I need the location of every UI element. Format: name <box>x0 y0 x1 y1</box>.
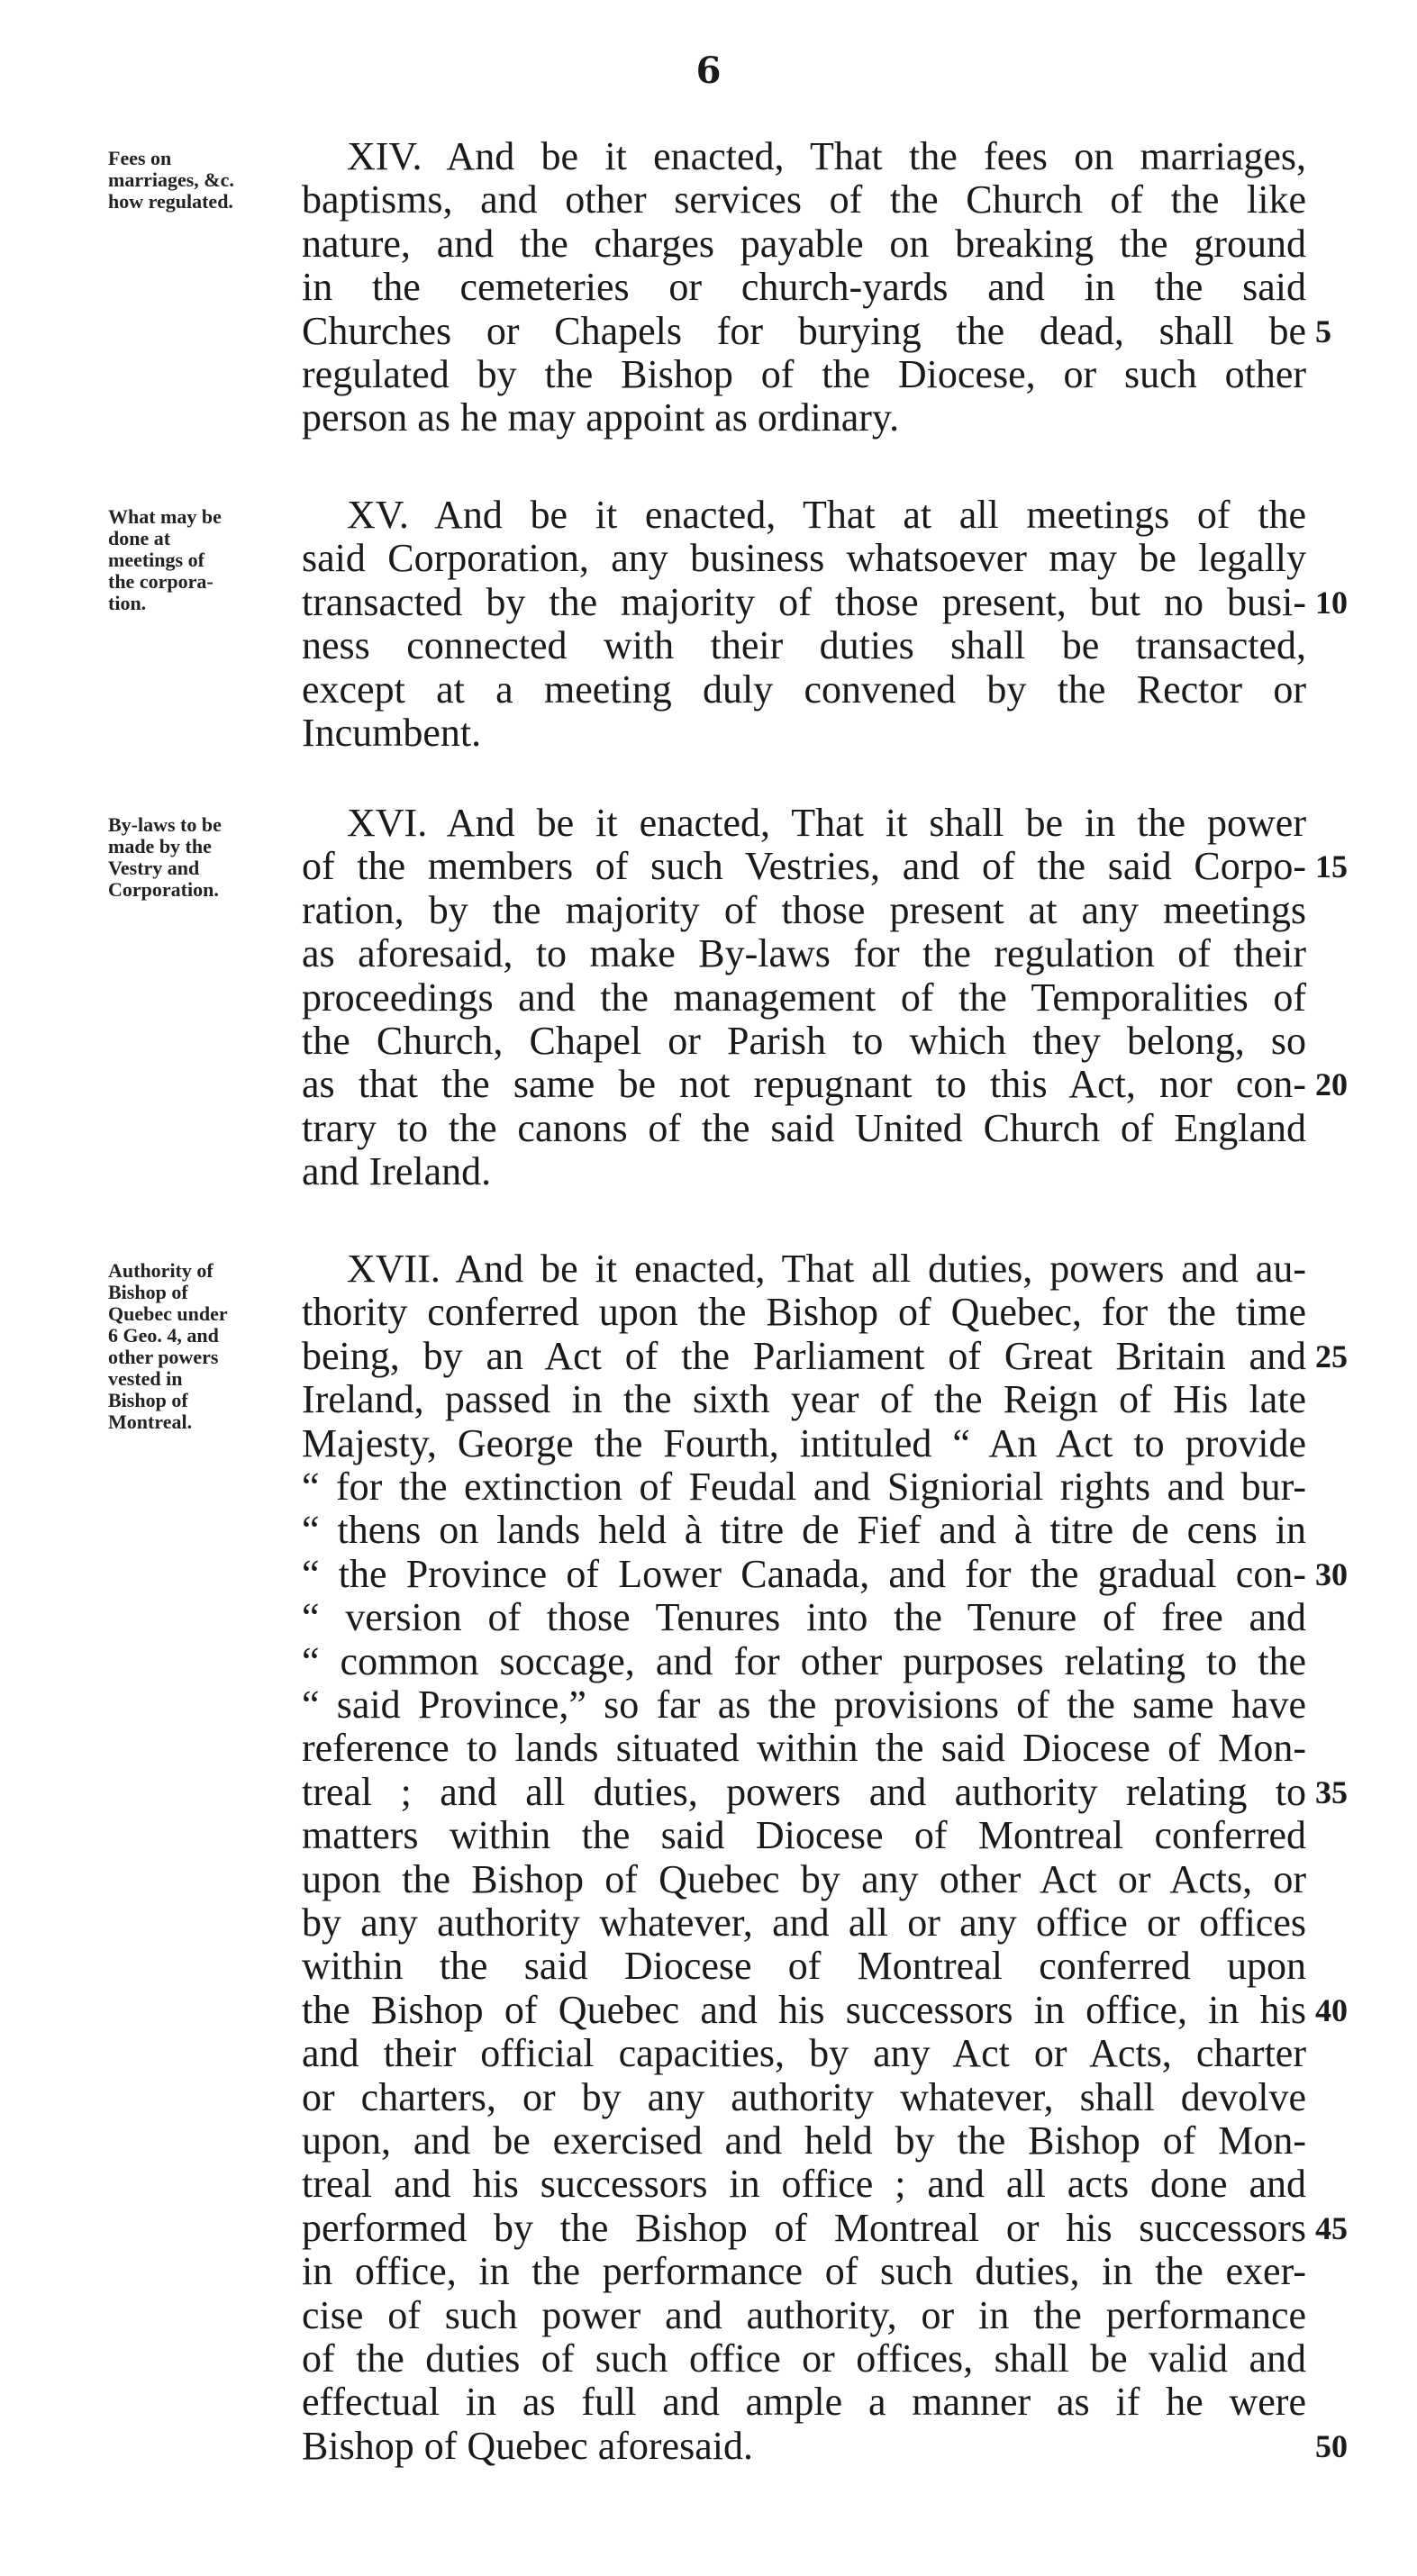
text-line: transacted by the majority of those present, but no busi- <box>302 579 1306 624</box>
text-line: upon, and be exercised and held by the Bishop of Mon- <box>302 2118 1306 2163</box>
line-number: 25 <box>1315 1338 1348 1374</box>
text-line: trary to the canons of the said United Church of England <box>302 1105 1306 1150</box>
section-heading-line: XV. And be it enacted, That at all meetings of the <box>347 493 1306 537</box>
text-line: except at a meeting duly convened by the Rector or <box>302 667 1306 712</box>
text-line: within the said Diocese of Montreal conferred upon <box>302 1944 1306 1989</box>
margin-note: What may be done at meetings of the corpora- tion. <box>108 505 222 614</box>
text-line: in the cemeteries or church-yards and in the said <box>302 265 1306 310</box>
page-number: 6 <box>695 50 722 92</box>
line-number: 35 <box>1315 1773 1348 1810</box>
text-line: person as he may appoint as ordinary. <box>302 395 900 440</box>
line-number: 10 <box>1315 584 1348 621</box>
text-line: regulated by the Bishop of the Diocese, or such other <box>302 352 1306 396</box>
text-line: the Bishop of Quebec and his successors in office, in his <box>302 1987 1306 2032</box>
text-line: ness connected with their duties shall be transacted, <box>302 623 1306 668</box>
text-line: and their official capacities, by any Act or Acts, charter <box>302 2031 1306 2076</box>
text-line: treal and his successors in office ; and all acts done and <box>302 2162 1306 2207</box>
margin-note: By-laws to be made by the Vestry and Corporation. <box>108 813 222 901</box>
text-line: reference to lands situated within the said Diocese of Mon- <box>302 1726 1306 1771</box>
text-line: as aforesaid, to make By-laws for the regulation of their <box>302 931 1306 976</box>
text-line: ration, by the majority of those present at any meetings <box>302 887 1306 932</box>
text-line: “ for the extinction of Feudal and Signiorial rights and bur- <box>302 1465 1306 1509</box>
text-line: Ireland, passed in the sixth year of the Reign of His late <box>302 1377 1306 1422</box>
text-line: nature, and the charges payable on breaking the ground <box>302 221 1306 266</box>
text-line: being, by an Act of the Parliament of Great Britain and <box>302 1333 1306 1378</box>
section-heading-line: XVI. And be it enacted, That it shall be in the power <box>347 801 1306 845</box>
text-line: of the duties of such office or offices, shall be valid and <box>302 2336 1306 2381</box>
line-number: 20 <box>1315 1066 1348 1103</box>
text-line: treal ; and all duties, powers and authority relating to <box>302 1769 1306 1814</box>
text-line: proceedings and the management of the Temporalities of <box>302 975 1306 1020</box>
text-line: Incumbent. <box>302 711 482 755</box>
text-line: baptisms, and other services of the Church of the like <box>302 177 1306 222</box>
text-line: or charters, or by any authority whatever, shall devolve <box>302 2074 1306 2119</box>
text-line: “ the Province of Lower Canada, and for the gradual con- <box>302 1551 1306 1596</box>
text-line: “ thens on lands held à titre de Fief and à titre de cens in <box>302 1508 1306 1553</box>
text-line: of the members of such Vestries, and of the said Corpo- <box>302 844 1306 889</box>
text-line: Churches or Chapels for burying the dead, shall be <box>302 308 1306 353</box>
text-line: said Corporation, any business whatsoever may be legally <box>302 536 1306 581</box>
text-line: “ version of those Tenures into the Tenure of free and <box>302 1595 1306 1640</box>
text-line: thority conferred upon the Bishop of Quebec, for the time <box>302 1290 1306 1335</box>
text-line: by any authority whatever, and all or any office or offices <box>302 1900 1306 1945</box>
text-line: and Ireland. <box>302 1149 492 1194</box>
section-heading-line: XIV. And be it enacted, That the fees on marriages, <box>347 134 1306 178</box>
text-line: in office, in the performance of such duties, in the exer- <box>302 2249 1306 2294</box>
margin-note: Fees on marriages, &c. how regulated. <box>108 147 234 213</box>
text-line: performed by the Bishop of Montreal or his successors <box>302 2205 1306 2250</box>
line-number: 30 <box>1315 1556 1348 1592</box>
text-line: matters within the said Diocese of Montreal conferred <box>302 1813 1306 1858</box>
line-number: 15 <box>1315 848 1348 885</box>
line-number: 45 <box>1315 2209 1348 2246</box>
text-line: the Church, Chapel or Parish to which they belong, so <box>302 1019 1306 1063</box>
text-line: “ said Province,” so far as the provisions of the same have <box>302 1683 1306 1727</box>
text-line: effectual in as full and ample a manner as if he were <box>302 2380 1306 2425</box>
text-line: upon the Bishop of Quebec by any other Act or Acts, or <box>302 1856 1306 1901</box>
section-heading-line: XVII. And be it enacted, That all duties, powers and au- <box>347 1247 1306 1291</box>
text-line: Majesty, George the Fourth, intituled “ An Act to provide <box>302 1420 1306 1465</box>
line-number: 5 <box>1315 313 1331 349</box>
text-line: “ common soccage, and for other purposes relating to the <box>302 1638 1306 1683</box>
line-number: 40 <box>1315 1991 1348 2028</box>
text-line: as that the same be not repugnant to this Act, nor con- <box>302 1062 1306 1107</box>
margin-note: Authority of Bishop of Quebec under 6 Geo. 4, and other powers vested in Bishop of Montreal. <box>108 1259 228 1433</box>
line-number: 50 <box>1315 2427 1348 2464</box>
text-line: cise of such power and authority, or in the performance <box>302 2292 1306 2337</box>
text-line: Bishop of Quebec aforesaid. <box>302 2423 753 2468</box>
